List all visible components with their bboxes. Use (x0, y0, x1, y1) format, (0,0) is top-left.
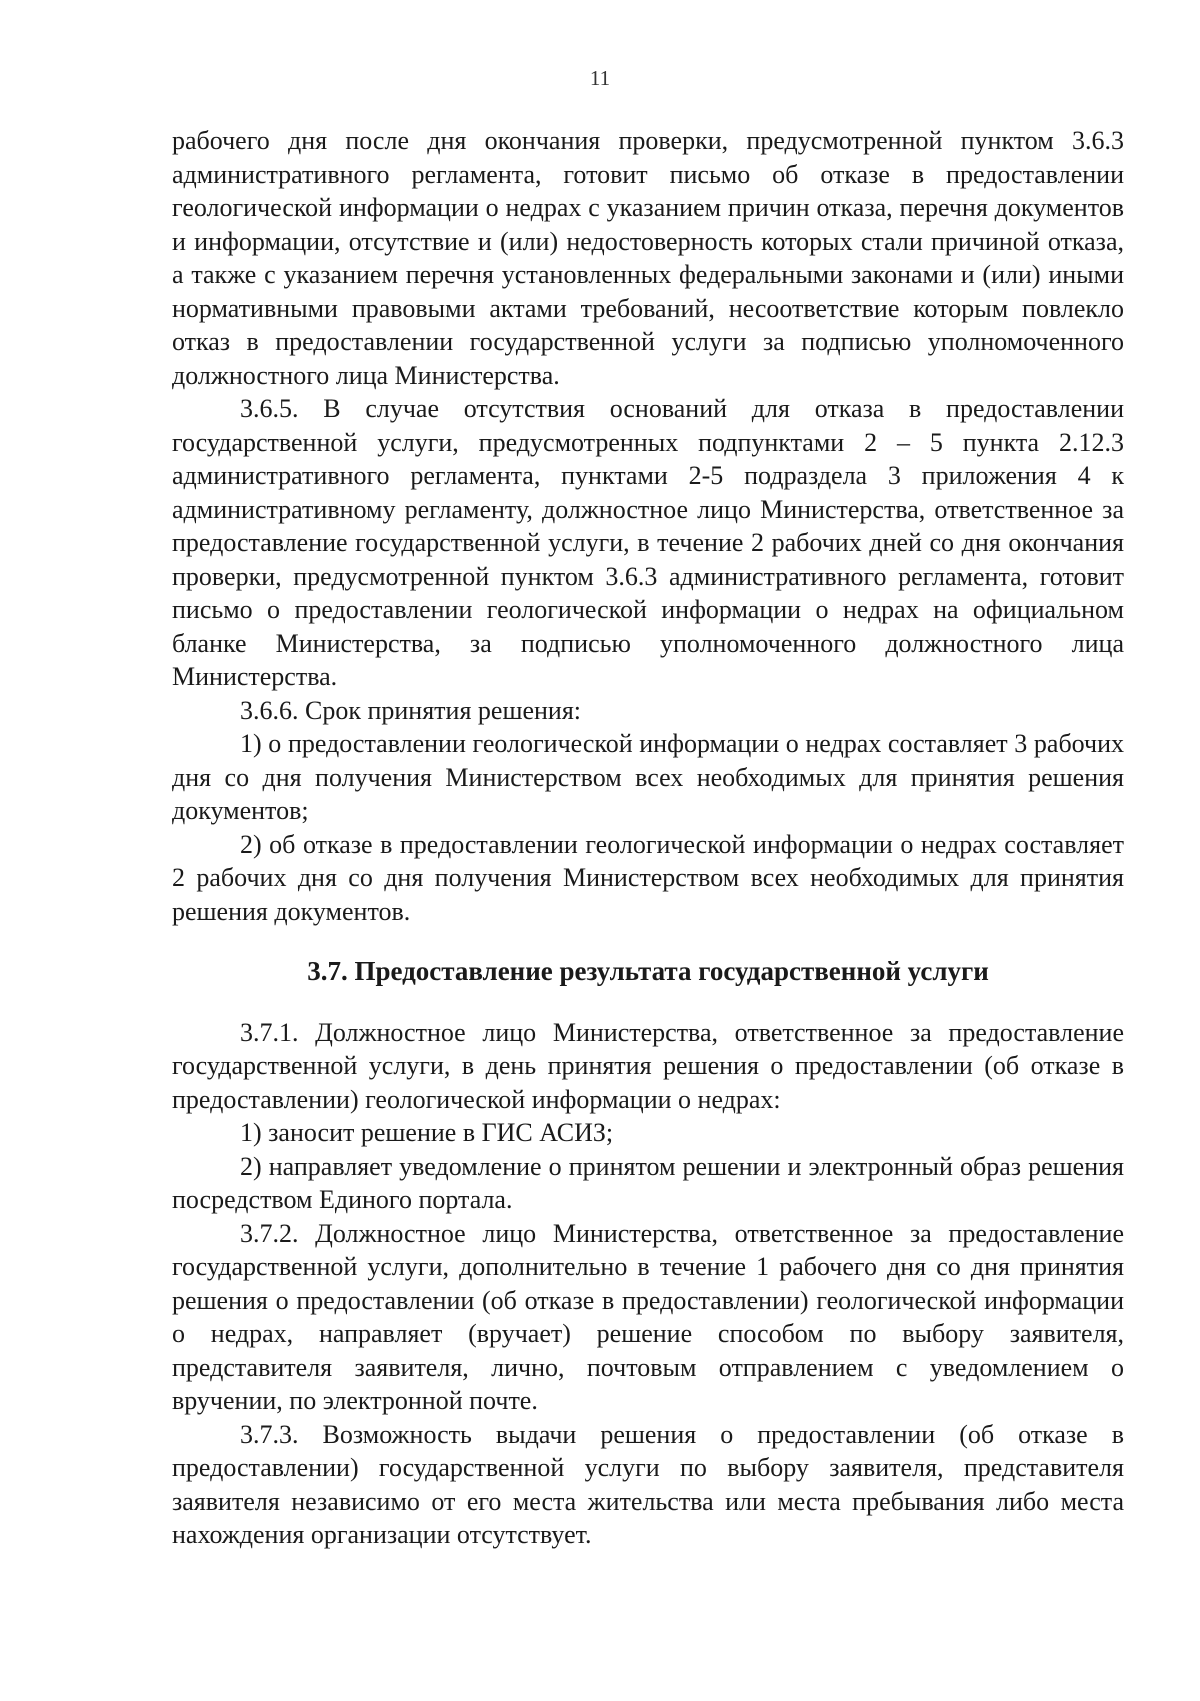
paragraph-3-7-3: 3.7.3. Возможность выдачи решения о предоставлении (об отказе в предоставлении) государственной услуги по выбору заявителя, представителя заявителя независимо от его места жительства или места пребывания либо места нахождения организации отсутствует. (172, 1419, 1124, 1549)
paragraph-3-6-6: 3.6.6. Срок принятия решения: (240, 695, 582, 725)
list-item-1: 1) о предоставлении геологической информации о недрах составляет 3 рабочих дня со дня получения Министерством всех необходимых для принятия решения документов; (172, 729, 1124, 825)
list-item-2: 2) направляет уведомление о принятом решении и электронный образ решения посредством Единого портала. (172, 1151, 1124, 1214)
paragraph-3-7-2: 3.7.2. Должностное лицо Министерства, ответственное за предоставление государственной услуги, дополнительно в течение 1 рабочего дня со дня принятия решения о предоставлении (об отказе в предоставлении) геологической информации о недрах, направляет (вручает) решение способом по выбору заявителя, представителя заявителя, лично, почтовым отправлением с уведомлением о вручении, по электронной почте. (172, 1218, 1124, 1415)
paragraph-3-7-1: 3.7.1. Должностное лицо Министерства, ответственное за предоставление государственной услуги, в день принятия решения о предоставлении (об отказе в предоставлении) геологической информации о недрах: (172, 1017, 1124, 1114)
paragraph-continuation: рабочего дня после дня окончания проверки, предусмотренной пунктом 3.6.3 административного регламента, готовит письмо об отказе в предоставлении геологической информации о недрах с указанием причин отказа, перечня документов и информации, отсутствие и (или) недостоверность которых стали причиной отказа, а также с указанием перечня установленных федеральными законами и (или) иными нормативными правовыми актами требований, несоответствие которым повлекло отказ в предоставлении государственной услуги за подписью уполномоченного должностного лица Министерства. (172, 126, 1124, 390)
document-body (172, 124, 1124, 1552)
section-heading: 3.7. Предоставление результата государственной услуги (307, 956, 989, 986)
paragraph-3-6-5: 3.6.5. В случае отсутствия оснований для отказа в предоставлении государственной услуги, предусмотренных подпунктами 2 – 5 пункта 2.12.3 административного регламента, пунктами 2-5 подраздела 3 приложения 4 к административному регламенту, должностное лицо Министерства, ответственное за предоставление государственной услуги, в течение 2 рабочих дней со дня окончания проверки, предусмотренной пунктом 3.6.3 административного регламента, готовит письмо о предоставлении геологической информации о недрах на официальном бланке Министерства, за подписью уполномоченного должностного лица Министерства. (172, 394, 1124, 691)
list-item-1: 1) заносит решение в ГИС АСИЗ; (240, 1118, 614, 1147)
list-item-2: 2) об отказе в предоставлении геологической информации о недрах составляет 2 рабочих дня со дня получения Министерством всех необходимых для принятия решения документов. (172, 829, 1124, 926)
page-number: 11 (589, 66, 611, 90)
